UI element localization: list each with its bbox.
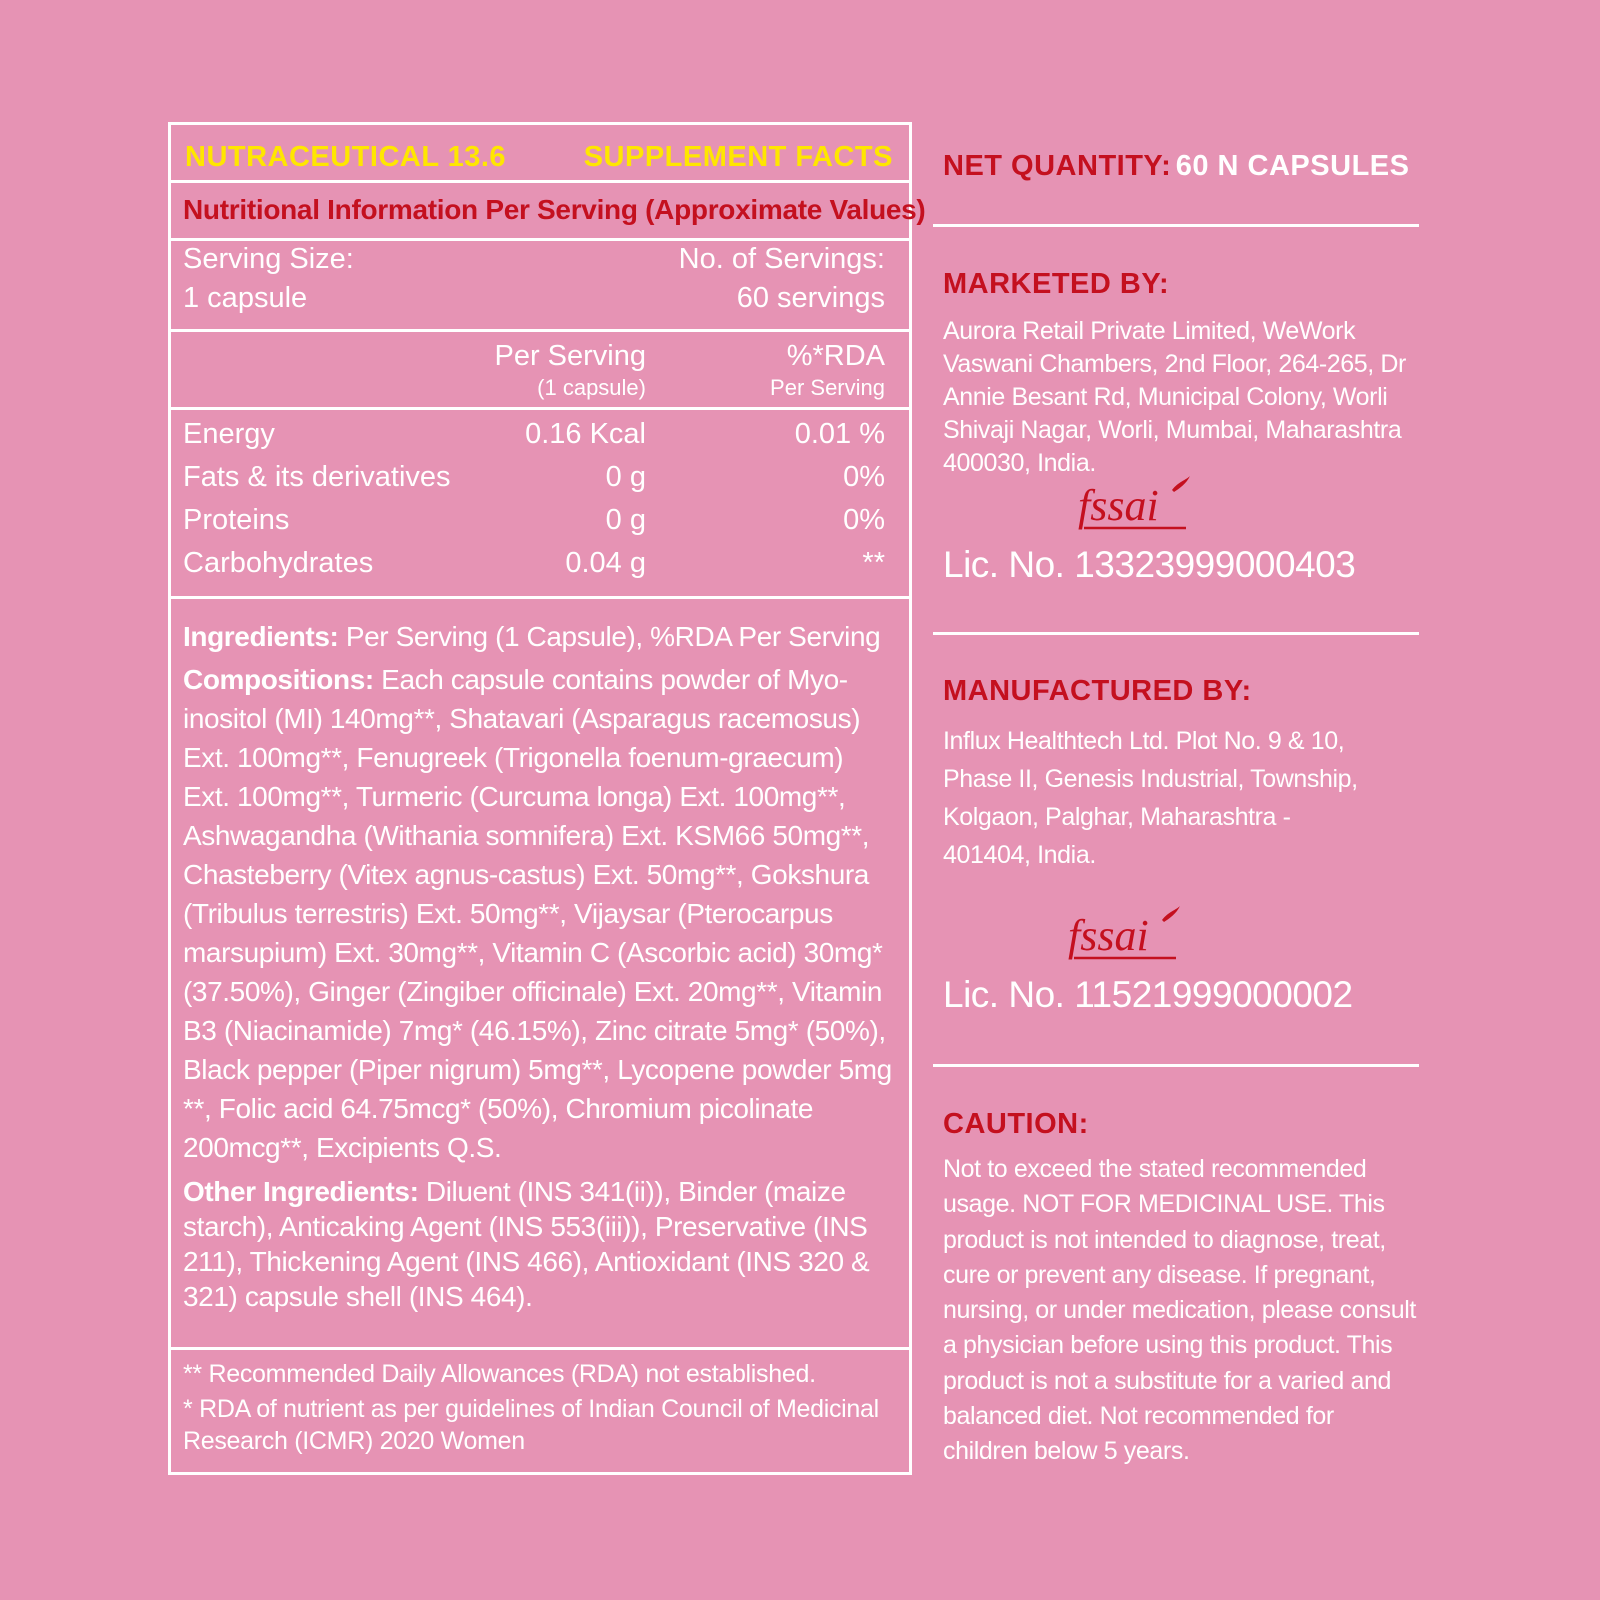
row-amount-fats: 0 g: [605, 461, 646, 493]
ingredients-block: [183, 617, 893, 1314]
col-per-serving-sub: (1 capsule): [537, 375, 646, 400]
supplement-facts-heading: SUPPLEMENT FACTS: [583, 141, 893, 173]
caution-heading: CAUTION:: [943, 1108, 1089, 1140]
marketed-by-heading: MARKETED BY:: [943, 268, 1170, 300]
fssai-logo: [1074, 476, 1194, 536]
net-quantity-value: 60 N CAPSULES: [1175, 150, 1410, 182]
col-rda-sub: Per Serving: [770, 375, 885, 400]
product-code: NUTRACEUTICAL 13.6: [185, 141, 507, 173]
servings-value: 60 servings: [736, 282, 885, 314]
footnote-rda-not-established: ** Recommended Daily Allowances (RDA) not established.: [183, 1360, 816, 1388]
row-rda-proteins: 0%: [843, 504, 885, 536]
row-rda-fats: 0%: [843, 461, 885, 493]
divider: [171, 329, 909, 332]
divider: [933, 224, 1419, 227]
row-rda-carbohydrates: **: [862, 547, 885, 579]
manufactured-by-address: Influx Healthtech Ltd. Plot No. 9 & 10, Phase II, Genesis Industrial, Township, Kolgaon, Palghar, Maharashtra - 401404, India.: [943, 727, 1358, 869]
row-amount-energy: 0.16 Kcal: [525, 418, 646, 450]
nutrition-title: Nutritional Information Per Serving (Approximate Values): [183, 194, 926, 225]
row-name-energy: Energy: [183, 418, 275, 450]
compositions-text: Each capsule contains powder of Myo-inositol (MI) 140mg**, Shatavari (Asparagus racemosus) Ext. 100mg**, Fenugreek (Trigonella foenum-graecum) Ext. 100mg**, Turmeric (Curcuma longa) Ext. 100mg**, Ashwagandha (Withania somnifera) Ext. KSM66 50mg**, Chasteberry (Vitex agnus-castus) Ext. 50mg**, Gokshura (Tribulus terrestris) Ext. 50mg**, Vijaysar (Pterocarpus marsupium) Ext. 30mg**, Vitamin C (Ascorbic acid) 30mg* (37.50%), Ginger (Zingiber officinale) Ext. 20mg**, Vitamin B3 (Niacinamide) 7mg* (46.15%), Zinc citrate 5mg* (50%), Black pepper (Piper nigrum) 5mg**, Lycopene powder 5mg **, Folic acid 64.75mcg* (50%), Chromium picolinate 200mcg**, Excipients Q.S.: [183, 664, 892, 1163]
footnote-icmr: * RDA of nutrient as per guidelines of Indian Council of Medicinal Research (ICMR) 2020 Women: [183, 1395, 879, 1455]
caution-text: Not to exceed the stated recommended usage. NOT FOR MEDICINAL USE. This product is not intended to diagnose, treat, cure or prevent any disease. If pregnant, nursing, or under medication, please consult a physician before using this product. This product is not a substitute for a varied and balanced diet. Not recommended for children below 5 years.: [943, 1155, 1416, 1466]
ingredients-line: [183, 617, 893, 656]
row-amount-proteins: 0 g: [605, 504, 646, 536]
other-ingredients-text: Diluent (INS 341(ii)), Binder (maize starch), Anticaking Agent (INS 553(iii)), Preservative (INS 211), Thickening Agent (INS 466), Antioxidant (INS 320 & 321) capsule shell (INS 464).: [183, 1176, 870, 1312]
other-ingredients-line: [183, 1174, 893, 1314]
other-ingredients-label: Other Ingredients:: [183, 1176, 419, 1207]
divider: [171, 596, 909, 599]
divider: [933, 632, 1419, 635]
supplement-facts-panel: [168, 122, 926, 1475]
compositions-label: Compositions:: [183, 664, 374, 695]
row-name-proteins: Proteins: [183, 504, 290, 536]
divider: [933, 1064, 1419, 1067]
ingredients-label: Ingredients:: [183, 621, 339, 652]
row-name-carbohydrates: Carbohydrates: [183, 547, 374, 579]
svg-text:fssai: fssai: [1078, 481, 1159, 530]
marketed-license-number: Lic. No. 13323999000403: [943, 544, 1356, 585]
serving-size-value: 1 capsule: [183, 282, 308, 314]
divider: [171, 238, 909, 241]
row-amount-carbohydrates: 0.04 g: [565, 547, 646, 579]
svg-text:fssai: fssai: [1068, 911, 1149, 960]
divider: [171, 1347, 909, 1350]
manufactured-license-number: Lic. No. 11521999000002: [943, 974, 1353, 1015]
row-name-fats: Fats & its derivatives: [183, 461, 451, 493]
net-quantity: [943, 150, 1423, 183]
compositions-line: [183, 660, 893, 1167]
serving-size-label: Serving Size:: [183, 243, 354, 275]
divider: [171, 180, 909, 183]
footnotes: [183, 1358, 883, 1457]
servings-label: No. of Servings:: [678, 243, 885, 275]
row-rda-energy: 0.01 %: [794, 418, 885, 450]
manufactured-by-heading: MANUFACTURED BY:: [943, 675, 1252, 707]
col-per-serving: Per Serving: [494, 340, 646, 372]
fssai-logo: [1064, 906, 1184, 966]
ingredients-text: Per Serving (1 Capsule), %RDA Per Serving: [338, 621, 881, 652]
divider: [171, 407, 909, 410]
net-quantity-label: NET QUANTITY:: [943, 150, 1172, 182]
col-rda: %*RDA: [786, 340, 885, 372]
marketed-by-address: Aurora Retail Private Limited, WeWork Vaswani Chambers, 2nd Floor, 264-265, Dr Annie Besant Rd, Municipal Colony, Worli Shivaji Nagar, Worli, Mumbai, Maharashtra 400030, India.: [943, 317, 1406, 477]
